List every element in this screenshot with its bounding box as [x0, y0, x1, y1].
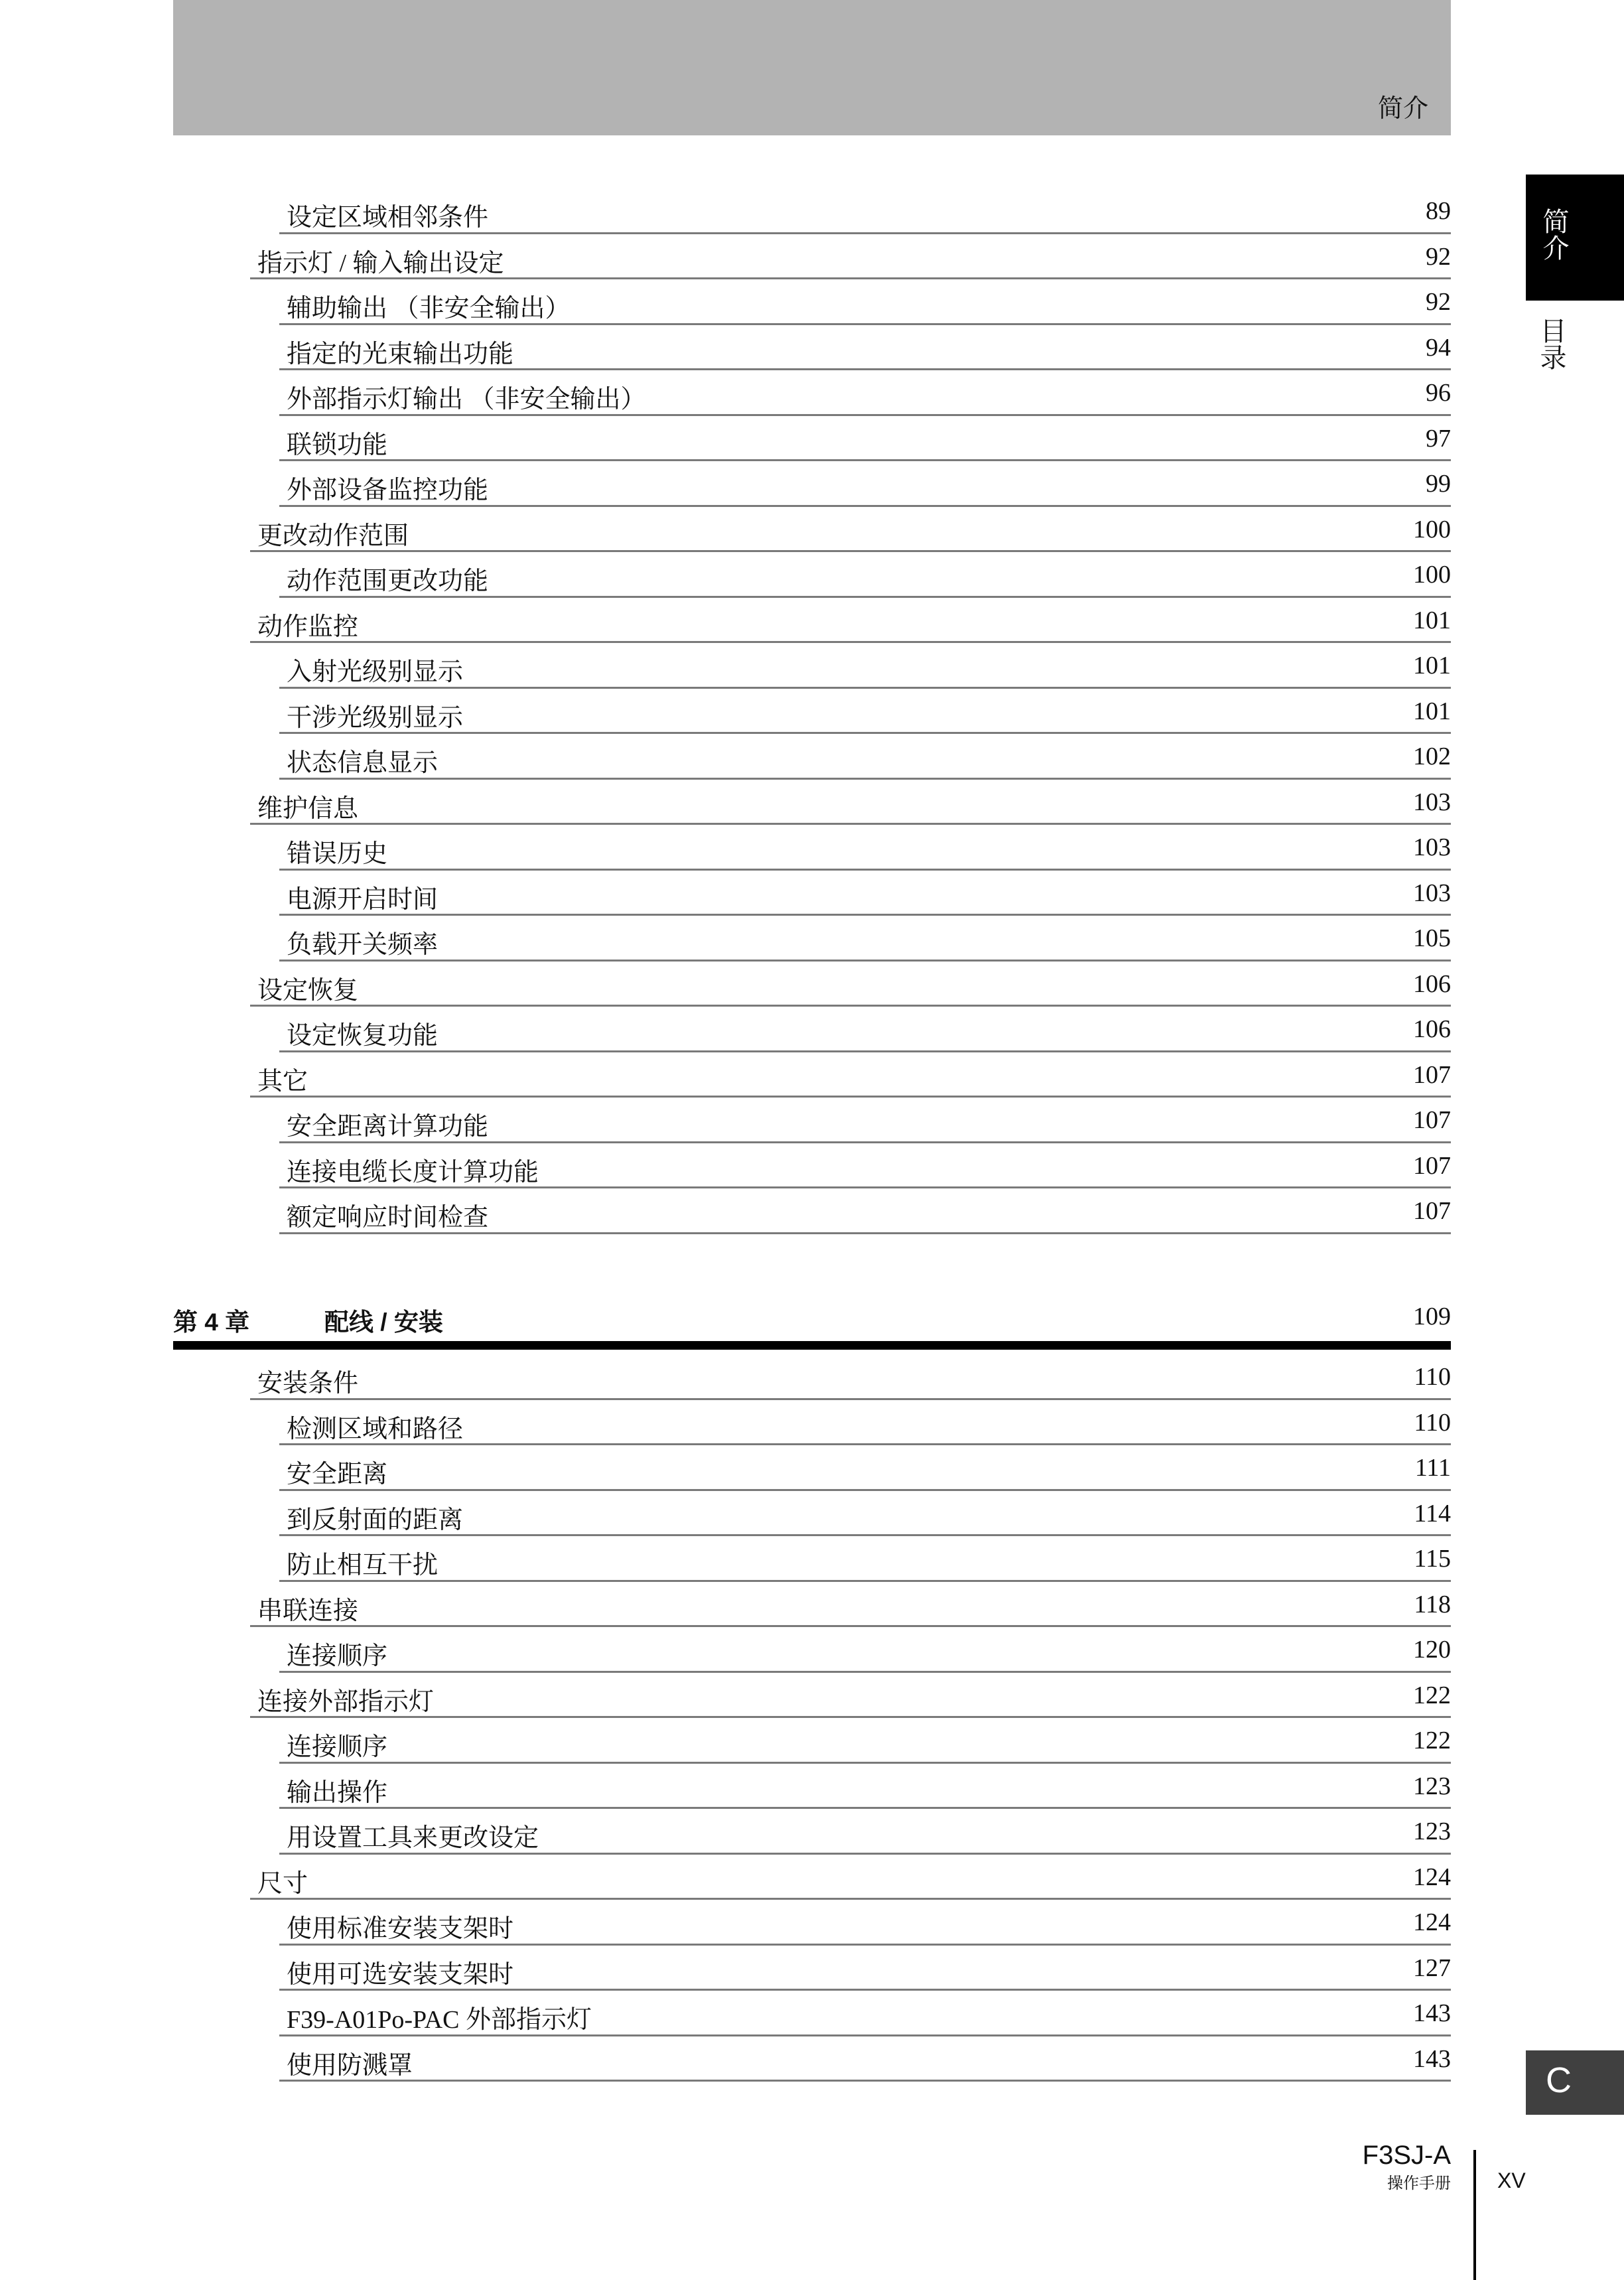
- toc-entry-title: 更改动作范围: [257, 522, 409, 550]
- toc-entry-title: 尺寸: [257, 1869, 308, 1898]
- toc-entry-title: 外部设备监控功能: [287, 476, 489, 504]
- toc-entry[interactable]: [0, 1188, 1451, 1234]
- toc-entry-page: 97: [1426, 424, 1451, 453]
- toc-entry-page: 107: [1413, 1060, 1451, 1089]
- toc-entry-title: 状态信息显示: [287, 749, 439, 777]
- toc-entry[interactable]: [0, 188, 1451, 234]
- toc-entry[interactable]: [0, 2036, 1451, 2082]
- toc-entry[interactable]: [0, 1582, 1451, 1628]
- toc-entry[interactable]: [0, 1536, 1451, 1582]
- toc-entry-title: 设定区域相邻条件: [287, 204, 489, 232]
- toc-entry-title: 安装条件: [257, 1370, 359, 1397]
- toc-entry-page: 105: [1413, 924, 1451, 952]
- toc-entry[interactable]: [0, 643, 1451, 689]
- page-header-bar: [173, 0, 1451, 135]
- toc-entry[interactable]: [0, 552, 1451, 598]
- toc-entry-page: 101: [1413, 697, 1451, 725]
- toc-entry-title: 指示灯 / 输入输出设定: [257, 249, 504, 277]
- toc-entry-page: 143: [1413, 2044, 1451, 2073]
- footer-divider: [1473, 2150, 1476, 2280]
- toc-entry-title: 干涉光级别显示: [287, 703, 464, 732]
- chapter-divider: [173, 1341, 1451, 1350]
- toc-entry-page: 123: [1413, 1772, 1451, 1800]
- toc-entry-title: 使用可选安装支架时: [287, 1960, 514, 1989]
- toc-entry-page: 107: [1413, 1106, 1451, 1134]
- toc-entry-title: 其它: [257, 1067, 308, 1096]
- toc-entry-page: 124: [1413, 1863, 1451, 1891]
- toc-entry[interactable]: [0, 325, 1451, 371]
- toc-entry[interactable]: [0, 962, 1451, 1007]
- toc-entry-title: 入射光级别显示: [287, 658, 464, 686]
- toc-entry-rule: [279, 2080, 1451, 2082]
- footer-model: F3SJ-A: [1362, 2141, 1451, 2170]
- toc-entry[interactable]: [0, 1627, 1451, 1673]
- toc-entry-page: 123: [1413, 1817, 1451, 1845]
- toc-entry-page: 96: [1426, 379, 1451, 407]
- toc-entry[interactable]: [0, 279, 1451, 325]
- toc-entry-page: 101: [1413, 606, 1451, 634]
- toc-entry-page: 103: [1413, 788, 1451, 816]
- toc-entry-page: 122: [1413, 1681, 1451, 1709]
- toc-entry[interactable]: [0, 1445, 1451, 1491]
- toc-entry-title: 外部指示灯输出 （非安全输出）: [287, 386, 646, 413]
- toc-entry-title: 到反射面的距离: [287, 1506, 464, 1534]
- toc-entry[interactable]: [0, 1718, 1451, 1764]
- toc-entry-title: 电源开启时间: [287, 885, 439, 914]
- chapter-number: 第 4 章: [173, 1309, 250, 1336]
- toc-entry-page: 114: [1414, 1499, 1451, 1528]
- toc-entry-page: 118: [1414, 1590, 1451, 1618]
- toc-entry-title: 使用防溅罩: [287, 2051, 413, 2080]
- toc-entry-page: 111: [1414, 1454, 1451, 1482]
- chapter-page: 109: [1413, 1303, 1451, 1330]
- toc-entry[interactable]: [0, 916, 1451, 962]
- toc-entry-page: 106: [1413, 1015, 1451, 1043]
- toc-entry-title: 连接顺序: [287, 1733, 388, 1761]
- toc-entry[interactable]: [0, 1143, 1451, 1189]
- toc-entry-title: 负载开关频率: [287, 931, 439, 959]
- toc-entry-title: 设定恢复: [257, 976, 359, 1005]
- toc-entry-page: 101: [1413, 652, 1451, 679]
- toc-entry-page: 100: [1413, 561, 1451, 589]
- toc-entry-rule: [279, 1232, 1451, 1234]
- toc-entry[interactable]: [0, 1855, 1451, 1900]
- toc-entry[interactable]: [0, 1052, 1451, 1098]
- toc-entry-title: 错误历史: [287, 840, 388, 868]
- toc-entry[interactable]: [0, 1400, 1451, 1446]
- toc-entry-page: 99: [1426, 470, 1451, 498]
- toc-entry-title: 用设置工具来更改设定: [287, 1824, 539, 1852]
- toc-entry-title: 检测区域和路径: [287, 1415, 464, 1443]
- toc-entry[interactable]: [0, 416, 1451, 462]
- toc-entry-page: 122: [1413, 1727, 1451, 1754]
- toc-entry-page: 127: [1413, 1954, 1451, 1982]
- toc-entry-title: 安全距离: [287, 1461, 388, 1488]
- toc-entry-title: 辅助输出 （非安全输出）: [287, 295, 571, 322]
- toc-entry-page: 92: [1426, 288, 1451, 316]
- toc-entry[interactable]: [0, 780, 1451, 825]
- side-tab-letter-label: C: [1546, 2060, 1572, 2100]
- toc-entry-page: 102: [1413, 743, 1451, 770]
- toc-entry-page: 110: [1414, 1363, 1451, 1391]
- toc-entry-page: 143: [1413, 1999, 1451, 2027]
- toc-entry-title: 输出操作: [287, 1778, 388, 1807]
- toc-entry-title: 指定的光束输出功能: [287, 340, 514, 368]
- side-tab-letter[interactable]: [1526, 2050, 1624, 2115]
- toc-list-b: [0, 1354, 1451, 2082]
- toc-entry[interactable]: [0, 507, 1451, 553]
- toc-entry-page: 107: [1413, 1151, 1451, 1180]
- toc-entry-title: 设定恢复功能: [287, 1022, 439, 1050]
- toc-entry[interactable]: [0, 871, 1451, 916]
- toc-entry-page: 103: [1413, 833, 1451, 861]
- footer-page-number: XV: [1497, 2169, 1526, 2192]
- toc-entry-title: 连接电缆长度计算功能: [287, 1158, 539, 1186]
- toc-entry[interactable]: [0, 1900, 1451, 1946]
- toc-entry-title: 动作范围更改功能: [287, 567, 489, 595]
- side-tab-active-label: 简介: [1539, 208, 1568, 261]
- toc-entry[interactable]: [0, 234, 1451, 280]
- toc-entry-page: 100: [1413, 515, 1451, 543]
- toc-entry[interactable]: [0, 1764, 1451, 1810]
- toc-entry-title: 连接顺序: [287, 1642, 388, 1670]
- toc-entry-title: 动作监控: [257, 612, 359, 641]
- toc-entry[interactable]: [0, 689, 1451, 735]
- toc-entry-title: 连接外部指示灯: [257, 1687, 435, 1716]
- toc-entry[interactable]: [0, 1098, 1451, 1143]
- toc-entry-page: 106: [1413, 969, 1451, 998]
- toc-entry-title: 额定响应时间检查: [287, 1204, 489, 1232]
- chapter-heading[interactable]: [173, 1302, 1451, 1335]
- toc-entry[interactable]: [0, 1991, 1451, 2036]
- toc-entry[interactable]: [0, 1354, 1451, 1400]
- toc-entry-title: 使用标准安装支架时: [287, 1915, 514, 1943]
- chapter-title: 配线 / 安装: [324, 1309, 443, 1336]
- toc-entry-title: 串联连接: [257, 1597, 359, 1625]
- toc-entry-page: 107: [1413, 1197, 1451, 1225]
- side-tab-contents-label: 目录: [1536, 317, 1566, 370]
- toc-entry[interactable]: [0, 1491, 1451, 1537]
- toc-entry-page: 124: [1413, 1908, 1451, 1936]
- toc-entry-title: 防止相互干扰: [287, 1551, 439, 1579]
- toc-entry-title: F39-A01Po-PAC 外部指示灯: [287, 2006, 592, 2034]
- toc-entry-page: 110: [1414, 1408, 1451, 1437]
- toc-entry-title: 安全距离计算功能: [287, 1113, 489, 1141]
- toc-entry-page: 120: [1413, 1636, 1451, 1664]
- footer-subtitle: 操作手册: [1387, 2174, 1451, 2192]
- header-section-title: 简介: [1377, 95, 1428, 123]
- toc-entry-title: 维护信息: [257, 794, 359, 823]
- toc-entry[interactable]: [0, 1809, 1451, 1855]
- toc-entry[interactable]: [0, 734, 1451, 780]
- toc-entry[interactable]: [0, 825, 1451, 871]
- toc-entry[interactable]: [0, 461, 1451, 507]
- toc-entry-title: 联锁功能: [287, 431, 388, 459]
- toc-entry-page: 92: [1426, 242, 1451, 271]
- toc-entry[interactable]: [0, 1946, 1451, 1991]
- toc-entry[interactable]: [0, 598, 1451, 644]
- toc-entry[interactable]: [0, 370, 1451, 416]
- toc-entry-page: 94: [1426, 333, 1451, 362]
- toc-entry-page: 89: [1426, 197, 1451, 225]
- toc-entry-page: 103: [1413, 879, 1451, 907]
- toc-list-a: [0, 188, 1451, 1234]
- toc-entry-page: 115: [1414, 1545, 1451, 1573]
- toc-entry[interactable]: [0, 1007, 1451, 1052]
- toc-entry[interactable]: [0, 1673, 1451, 1719]
- side-tab-active[interactable]: [1526, 175, 1624, 301]
